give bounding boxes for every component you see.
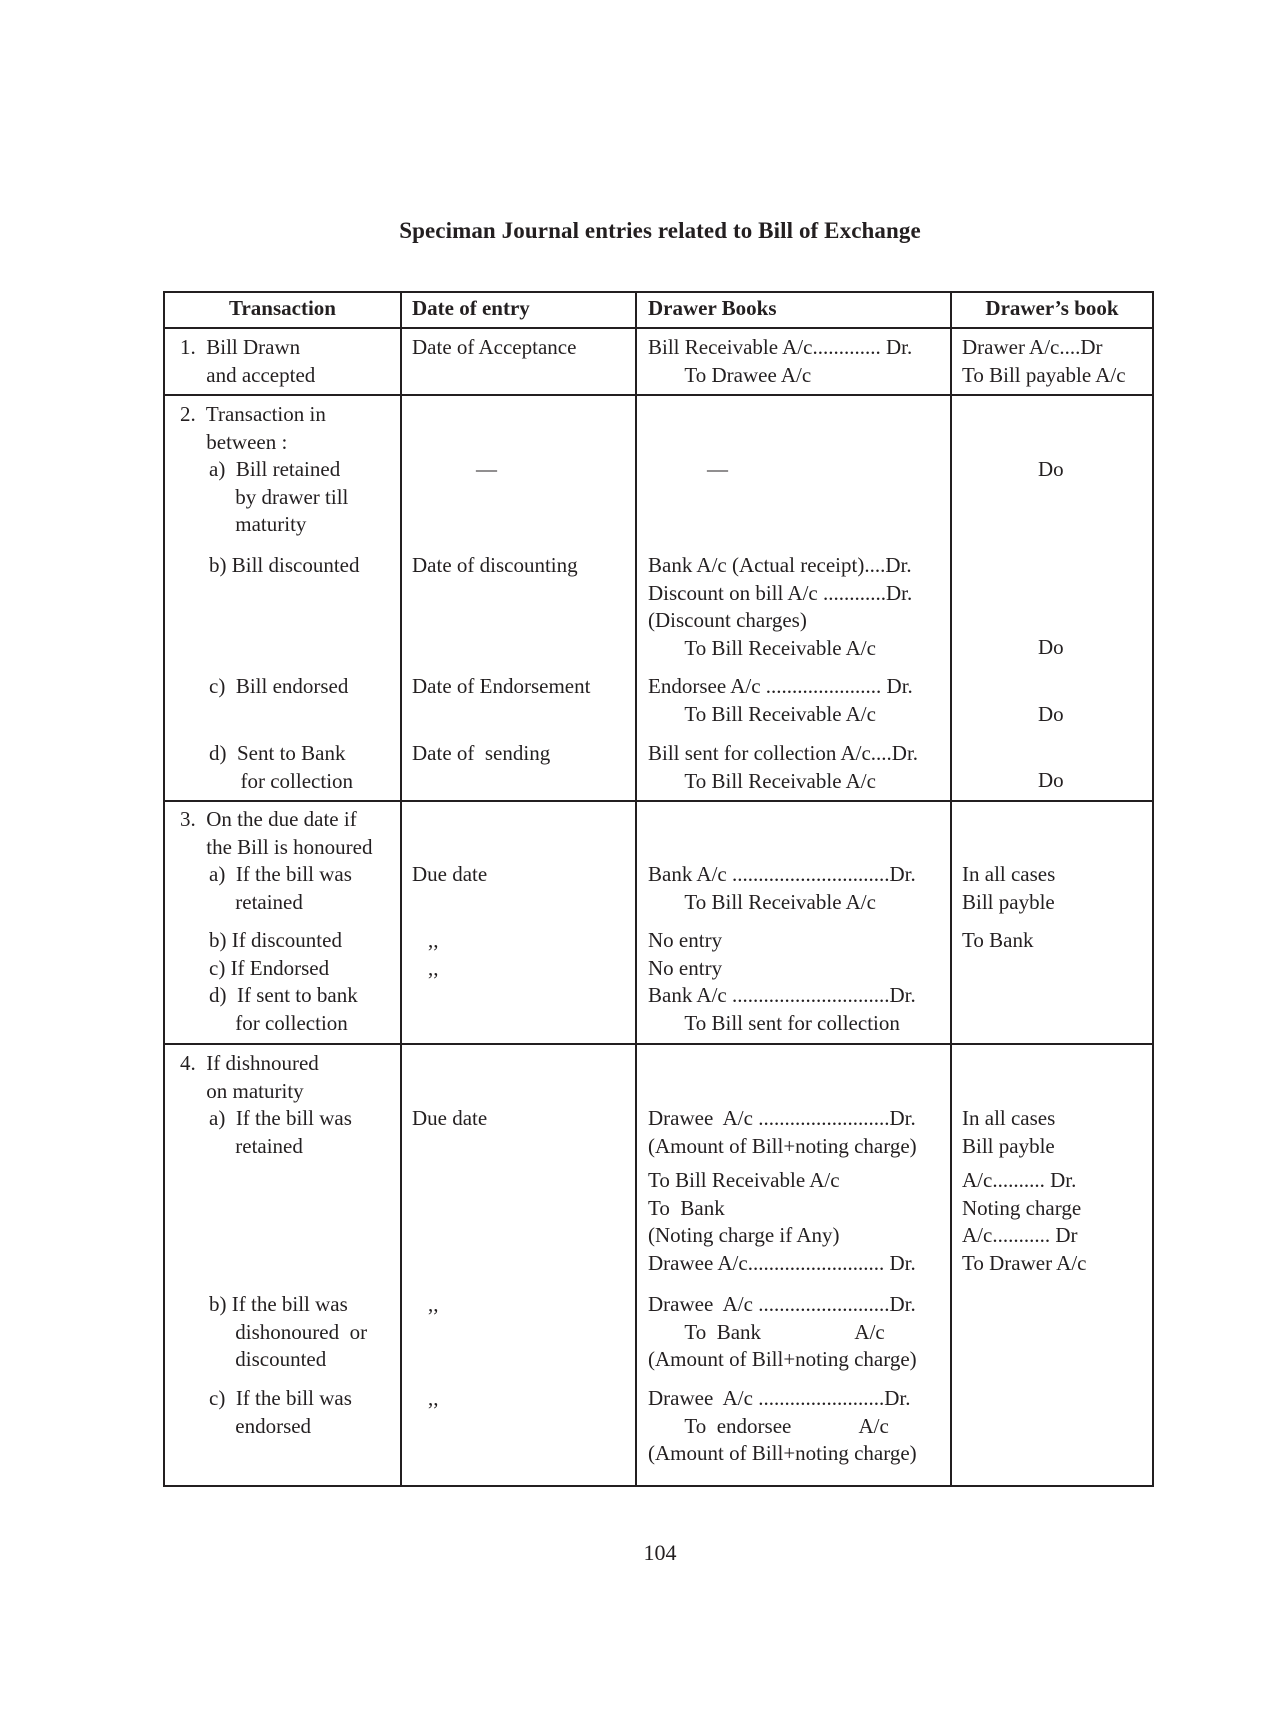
header-transaction: Transaction (229, 296, 336, 320)
header-date-of-entry: Date of entry (412, 296, 530, 320)
column-divider (400, 291, 402, 1487)
row-divider (163, 394, 1154, 396)
header-drawer-books: Drawer Books (648, 296, 777, 320)
row2c-drawers-book: Do (1038, 702, 1064, 726)
row2c-label: c) Bill endorsed (209, 674, 349, 698)
row4-heading: 4. If dishnoured on maturity (180, 1051, 319, 1103)
page-number: 104 (643, 1540, 677, 1565)
column-divider (635, 291, 637, 1487)
page-title: Speciman Journal entries related to Bill of Exchange (399, 218, 921, 243)
row2d-drawers-book: Do (1038, 768, 1064, 792)
row2d-drawer-books: Bill sent for collection A/c....Dr. To Bill Receivable A/c (648, 741, 919, 793)
row3a-drawer-books: Bank A/c ..............................Dr. To Bill Receivable A/c (648, 862, 916, 914)
row2d-date: Date of sending (412, 741, 551, 765)
column-divider (950, 291, 952, 1487)
row-divider (163, 1043, 1154, 1045)
row4b-label: b) If the bill was dishonoured or discounted (209, 1292, 368, 1371)
row1-drawers-book: Drawer A/c....Dr To Bill payable A/c (962, 335, 1126, 387)
row4b-drawer-books: Drawee A/c .........................Dr. To Bank A/c (Amount of Bill+noting charge) (648, 1292, 917, 1371)
row2d-label: d) Sent to Bank for collection (209, 741, 354, 793)
row4a-drawer-books-continued: To Bill Receivable A/c To Bank (Noting charge if Any) Drawee A/c.......................... Dr. (648, 1168, 916, 1275)
row4c-label: c) If the bill was endorsed (209, 1386, 352, 1438)
row3b-drawer-books: No entry No entry Bank A/c ..............................Dr. To Bill sent for collection (648, 928, 916, 1035)
row4a-label: a) If the bill was retained (209, 1106, 352, 1158)
row4c-drawer-books: Drawee A/c ........................Dr. To endorsee A/c (Amount of Bill+noting charge) (648, 1386, 917, 1465)
row-divider (163, 327, 1154, 329)
row4a-drawers-book: In all cases Bill payble (962, 1106, 1056, 1158)
row-divider (163, 800, 1154, 802)
row2b-date: Date of discounting (412, 553, 578, 577)
row4a-drawers-book-continued: A/c.......... Dr. Noting charge A/c........... Dr To Drawer A/c (962, 1168, 1087, 1275)
row2b-label: b) Bill discounted (209, 553, 360, 577)
row1-transaction: 1. Bill Drawn and accepted (180, 335, 316, 387)
row2a-date: — (476, 457, 497, 481)
row4a-drawer-books: Drawee A/c .........................Dr. (Amount of Bill+noting charge) (648, 1106, 917, 1158)
row1-drawer-books: Bill Receivable A/c............. Dr. To Drawee A/c (648, 335, 913, 387)
row3a-date: Due date (412, 862, 488, 886)
row3a-label: a) If the bill was retained (209, 862, 352, 914)
row2b-drawer-books: Bank A/c (Actual receipt)....Dr. Discount on bill A/c ............Dr. (Discount charges) To Bill Receivable A/c (648, 553, 913, 660)
row3b-drawers-book: To Bank (962, 928, 1034, 952)
row2b-drawers-book: Do (1038, 635, 1064, 659)
header-drawers-book: Drawer’s book (985, 296, 1119, 320)
row2c-date: Date of Endorsement (412, 674, 591, 698)
row2a-drawers-book: Do (1038, 457, 1064, 481)
row3-heading: 3. On the due date if the Bill is honoured (180, 807, 373, 859)
row1-date: Date of Acceptance (412, 335, 577, 359)
row2a-label: a) Bill retained by drawer till maturity (209, 457, 349, 536)
row3b-date: ,, ,, (428, 928, 439, 980)
row3a-drawers-book: In all cases Bill payble (962, 862, 1056, 914)
row4b-date: ,, (428, 1292, 439, 1316)
row4c-date: ,, (428, 1386, 439, 1410)
row3b-label: b) If discounted c) If Endorsed d) If sent to bank for collection (209, 928, 358, 1035)
row2a-drawer-books: — (707, 457, 728, 481)
row2-heading: 2. Transaction in between : (180, 402, 326, 454)
row4a-date: Due date (412, 1106, 488, 1130)
row2c-drawer-books: Endorsee A/c ...................... Dr. To Bill Receivable A/c (648, 674, 913, 726)
